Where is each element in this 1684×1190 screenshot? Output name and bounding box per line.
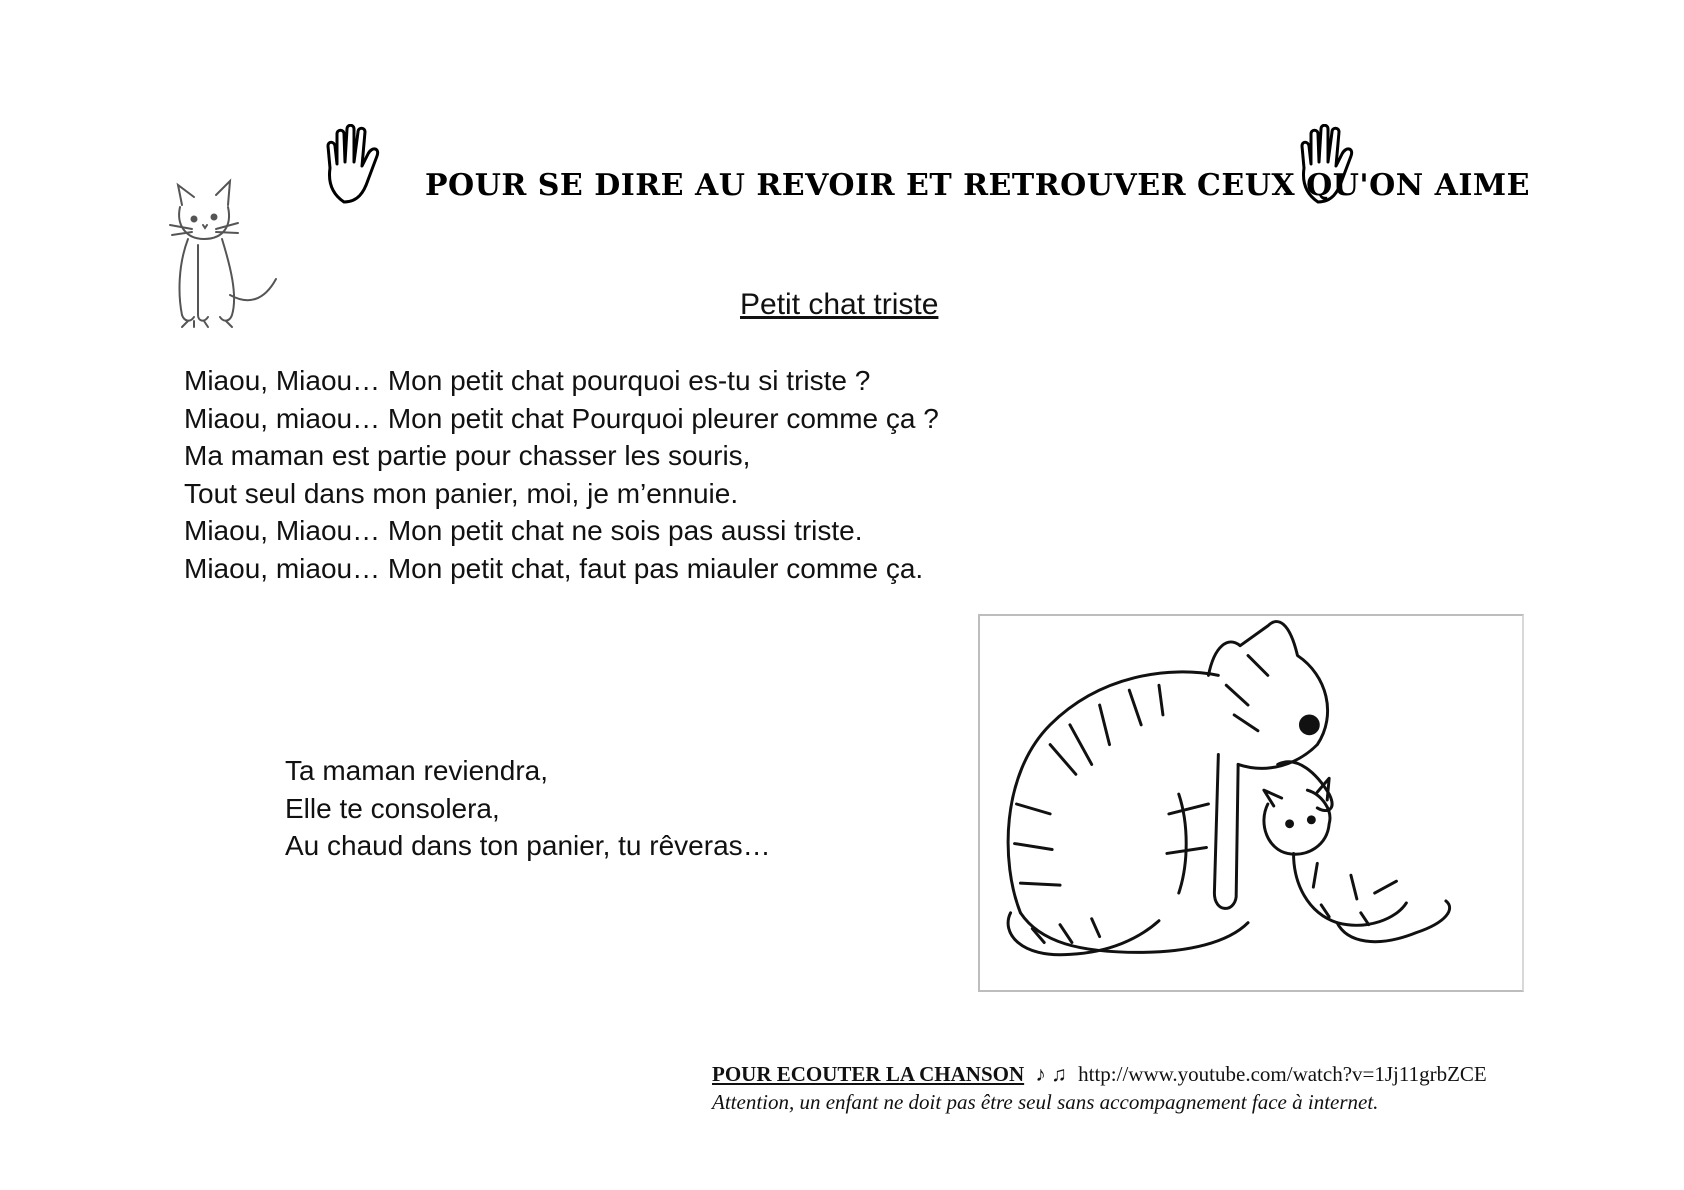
verse-line: Miaou, Miaou… Mon petit chat pourquoi es-tu si triste ?: [184, 365, 871, 396]
verse-line: Ma maman est partie pour chasser les souris,: [184, 440, 751, 471]
footer-listen-line: [712, 1062, 1487, 1087]
refrain-line: Ta maman reviendra,: [285, 755, 549, 786]
verse-line: Miaou, miaou… Mon petit chat Pourquoi pleurer comme ça ?: [184, 402, 939, 434]
sitting-kitten-illustration: [168, 175, 288, 335]
mother-cat-kitten-illustration: [978, 614, 1524, 992]
footer-warning: Attention, un enfant ne doit pas être seul sans accompagnement face à internet.: [712, 1090, 1379, 1114]
verse-line: Miaou, Miaou… Mon petit chat ne sois pas aussi triste.: [184, 515, 863, 546]
page-title: POUR SE DIRE AU REVOIR ET RETROUVER CEUX QU'ON AIME: [425, 168, 1530, 203]
refrain-line: Au chaud dans ton panier, tu rêveras…: [285, 830, 771, 861]
song-refrain: [285, 752, 771, 865]
verse-line: Miaou, miaou… Mon petit chat, faut pas miauler comme ça.: [184, 552, 924, 584]
listen-label: POUR ECOUTER LA CHANSON: [712, 1062, 1025, 1086]
refrain-line: Elle te consolera,: [285, 792, 500, 824]
music-notes-icon: ♪ ♫: [1035, 1062, 1067, 1086]
song-title: Petit chat triste: [740, 288, 939, 321]
song-verse: [184, 362, 939, 587]
waving-hand-right-icon: [1296, 124, 1376, 206]
youtube-link[interactable]: http://www.youtube.com/watch?v=1Jj11grbZCE: [1078, 1062, 1487, 1086]
waving-hand-left-icon: [322, 124, 402, 206]
verse-line: Tout seul dans mon panier, moi, je m’ennuie.: [184, 477, 739, 509]
